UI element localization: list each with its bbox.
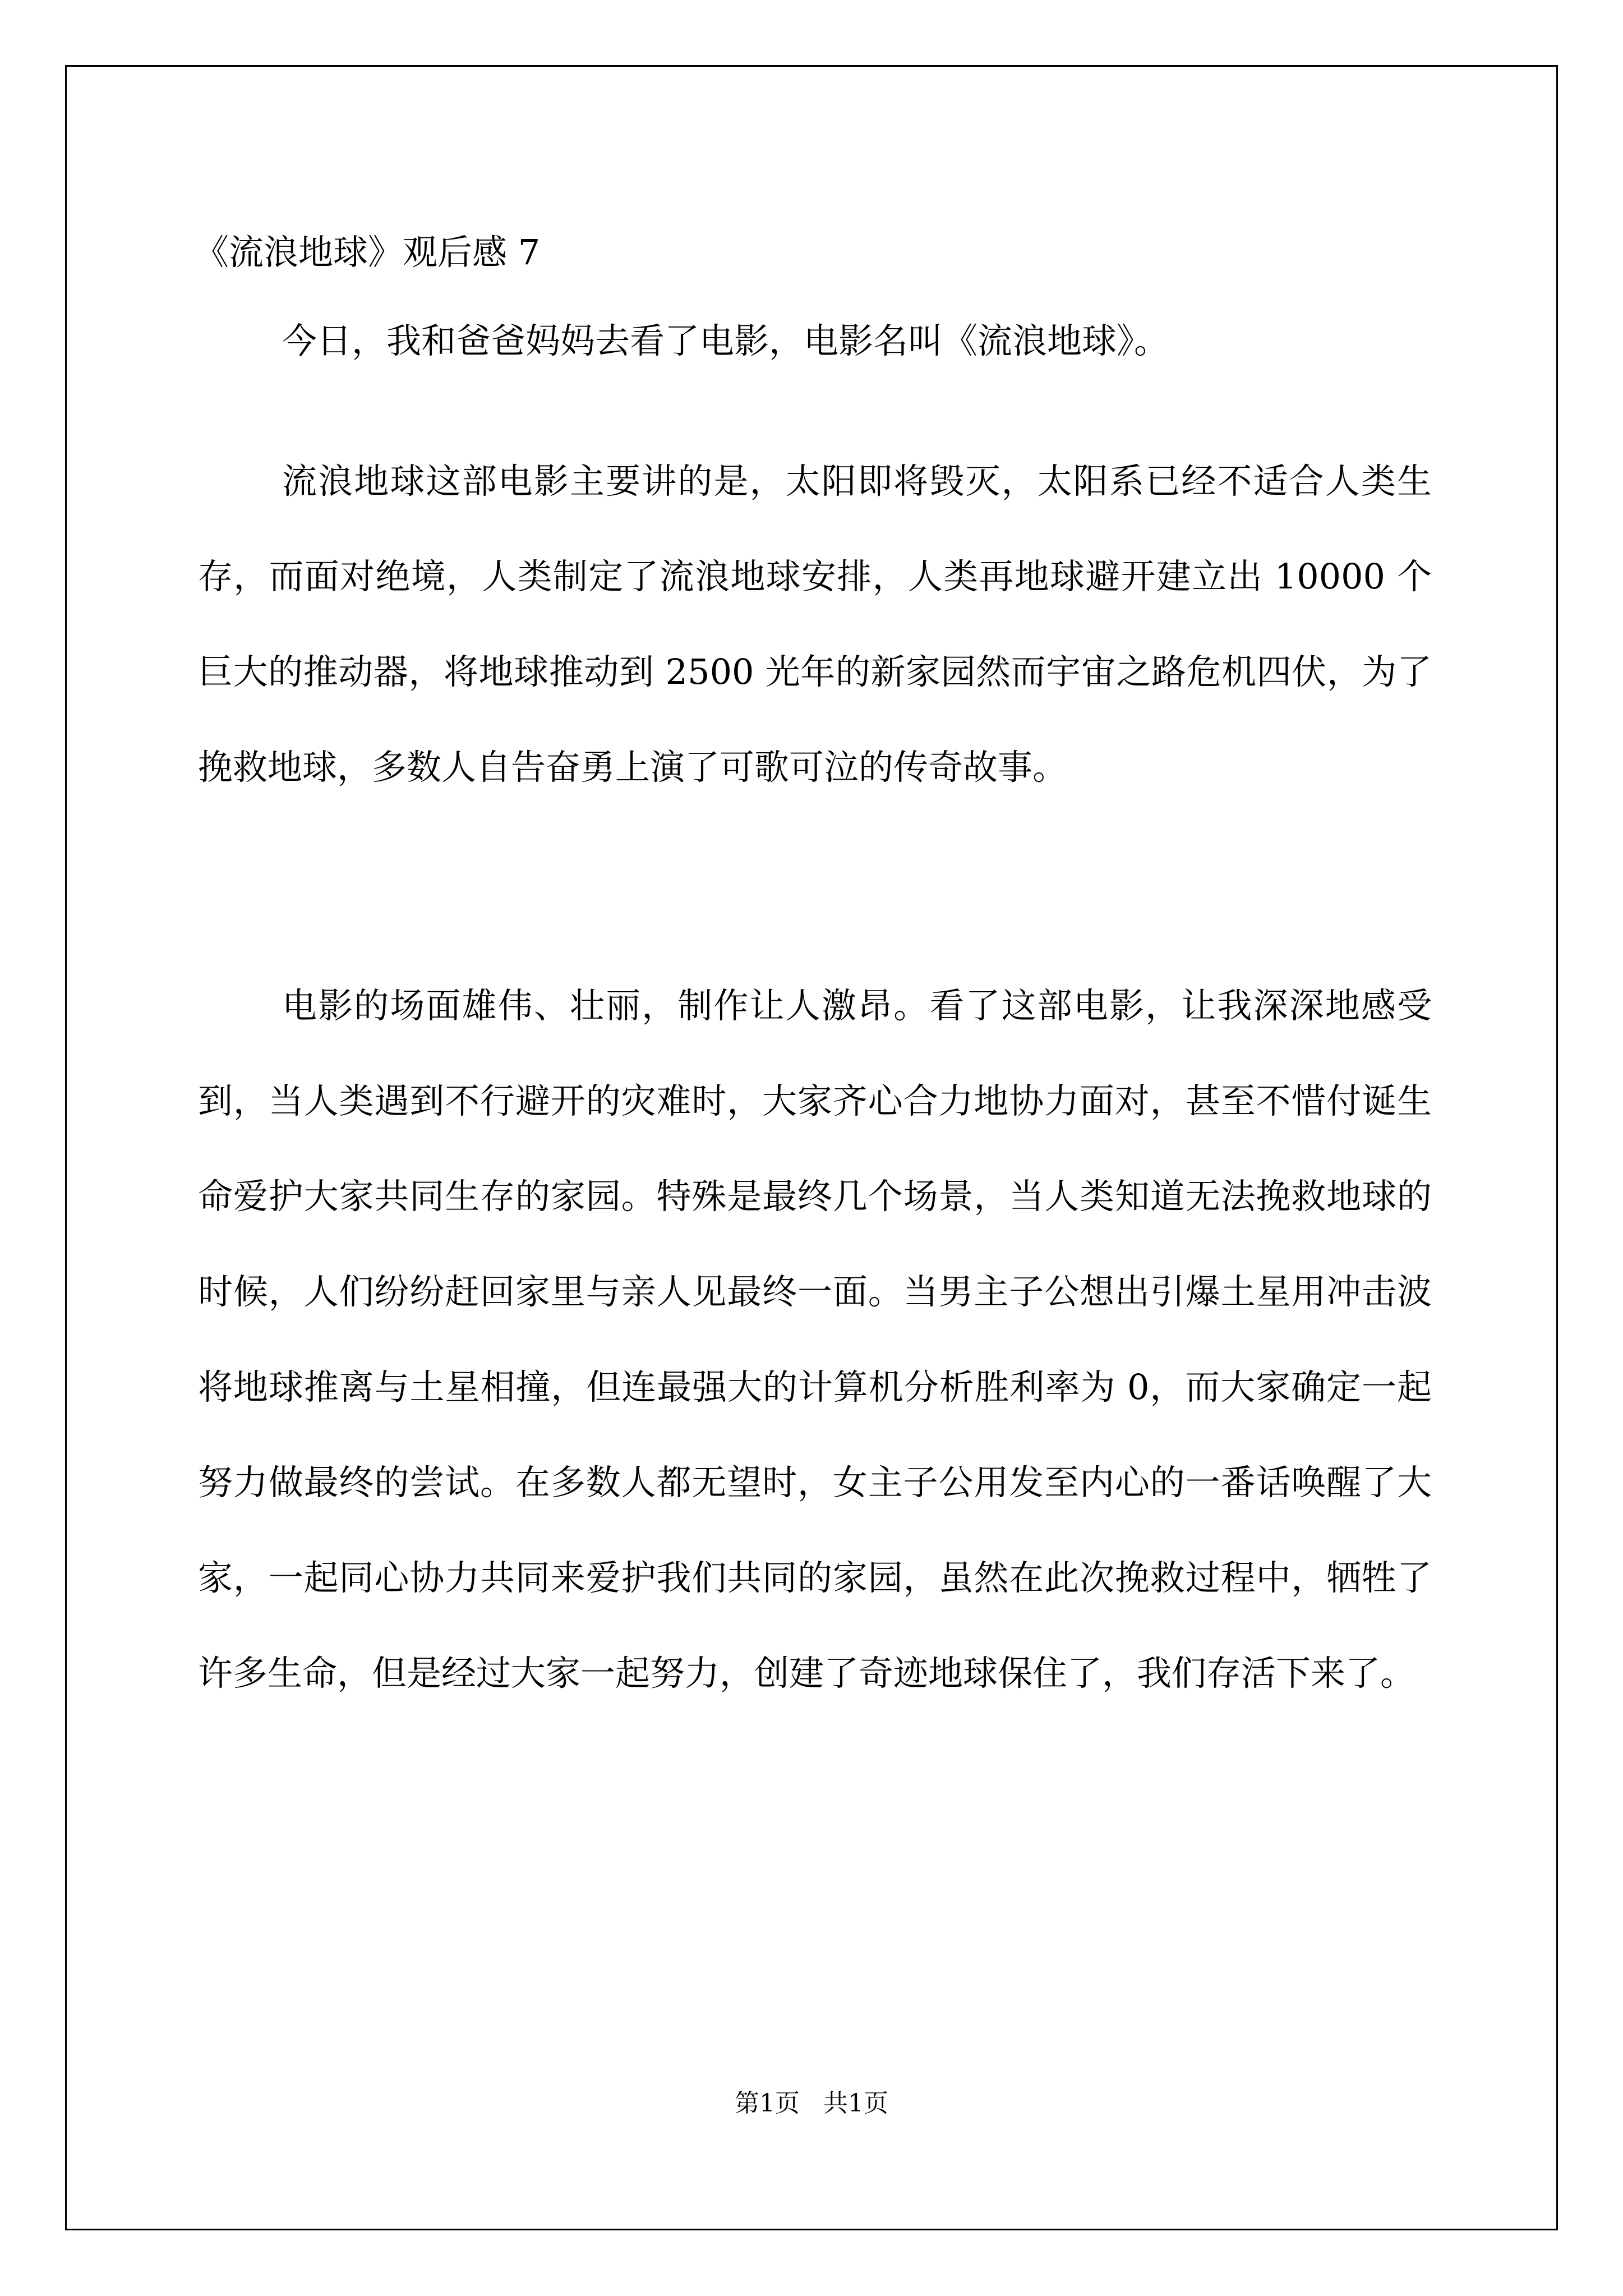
page-footer: 第1页 共1页: [735, 2089, 888, 2118]
document-title: 《流浪地球》观后感 7: [194, 232, 541, 273]
paragraph-1: 今日，我和爸爸妈妈去看了电影，电影名叫《流浪地球》。: [282, 320, 1169, 361]
paragraph-2: 流浪地球这部电影主要讲的是，太阳即将毁灭，太阳系已经不适合人类生存，而面对绝境，人类制定了流浪地球安排，人类再地球避开建立出 10000 个巨大的推动器，将地球推动到 2500 光年的新家园然而宇宙之路危机四伏，为了挽救地球，多数人自告奋勇上演了可歌可泣的传奇故事。: [198, 461, 1432, 788]
paragraph-3: 电影的场面雄伟、壮丽，制作让人激昂。看了这部电影，让我深深地感受到，当人类遇到不行避开的灾难时，大家齐心合力地协力面对，甚至不惜付诞生命爱护大家共同生存的家园。特殊是最终几个场景，当人类知道无法挽救地球的时候，人们纷纷赶回家里与亲人见最终一面。当男主子公想出引爆土星用冲击波将地球推离与土星相撞，但连最强大的计算机分析胜利率为 0，而大家确定一起努力做最终的尝试。在多数人都无望时，女主子公用发至内心的一番话唤醒了大家，一起同心协力共同来爱护我们共同的家园，虽然在此次挽救过程中，牺牲了许多生命，但是经过大家一起努力，创建了奇迹地球保住了，我们存活下来了。: [198, 985, 1432, 1694]
